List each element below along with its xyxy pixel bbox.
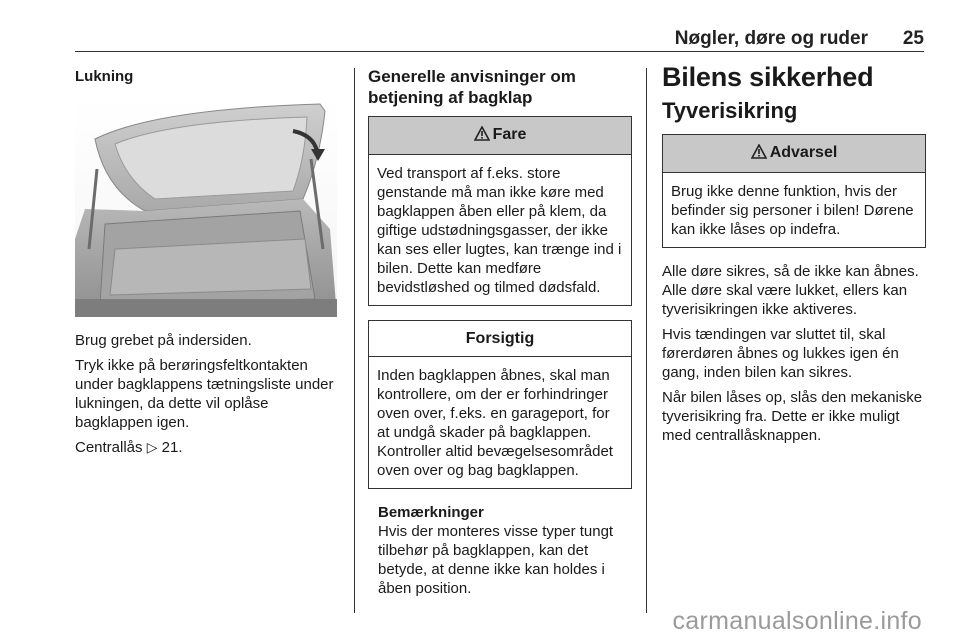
header-rule: [75, 51, 924, 52]
column-divider: [354, 68, 355, 613]
danger-box: [368, 116, 632, 306]
column-divider: [646, 68, 647, 613]
arrow-right-icon: ▷: [146, 439, 158, 455]
cross-reference: [75, 438, 343, 457]
warning-triangle-icon: [474, 126, 490, 146]
warning-box-text: Brug ikke denne funktion, hvis der befinder sig personer i bilen! Dørene kan ikke låses op indefra.: [671, 183, 914, 238]
watermark: carmanualsonline.info: [672, 607, 922, 635]
paragraph: Brug grebet på indersiden.: [75, 332, 252, 349]
warning-box: [662, 134, 926, 248]
caution-box-title: Forsigtig: [369, 321, 631, 357]
heading-general-instructions: Generelle anvisninger om betjening af bagklap: [368, 67, 576, 107]
caution-box-text: Inden bagklappen åbnes, skal man kontrollere, om der er forhindringer oven over, f.eks. en garageport, for at undgå skader på bagklappen. Kontroller altid bevægelsesområdet oven over og bag bagklappen.: [377, 367, 613, 479]
note-text: Hvis der monteres visse typer tungt tilbehør på bagklappen, kan det betyde, at denne ikke kan holdes i åben position.: [378, 523, 614, 597]
paragraph: Alle døre sikres, så de ikke kan åbnes. Alle døre skal være lukket, ellers kan tyverisikringen ikke aktiveres.: [662, 263, 919, 318]
page-header: [0, 24, 960, 52]
note-title: Bemærkninger: [378, 504, 484, 521]
paragraph: Når bilen låses op, slås den mekaniske tyverisikring fra. Dette er ikke muligt med centrallåsknappen.: [662, 389, 923, 444]
page-number: 25: [902, 28, 924, 49]
column-right: [662, 62, 926, 451]
caution-box: [368, 320, 632, 489]
section-title: Nøgler, døre og ruder: [674, 28, 868, 49]
paragraph: Hvis tændingen var sluttet til, skal førerdøren åbnes og lukkes igen én gang, inden bilen kan sikres.: [662, 326, 899, 381]
column-left: [75, 62, 343, 463]
warning-triangle-icon: [751, 144, 767, 164]
xref-page: 21.: [161, 439, 183, 456]
danger-box-text: Ved transport af f.eks. store genstande må man ikke køre med bagklappen åben eller på klem, da giftige udstødningsgasser, der ikke kan ses eller lugtes, kan trænge ind i bilen. Dette kan medføre bevidstløshed og tilmed dødsfald.: [377, 165, 622, 296]
warning-box-header: [663, 135, 925, 173]
xref-label: Centrallås: [75, 439, 143, 456]
heading-closing: Lukning: [75, 68, 134, 85]
tailgate-illustration: [75, 99, 337, 317]
tailgate-photo: [75, 99, 337, 317]
paragraph: Tryk ikke på berøringsfeltkontakten under bagklappens tætningsliste under lukningen, da dette vil oplåse bagklappen igen.: [75, 357, 334, 431]
warning-box-title: Advarsel: [769, 144, 838, 161]
danger-box-header: [369, 117, 631, 155]
danger-box-title: Fare: [492, 126, 527, 143]
heading-anti-theft: Tyverisikring: [662, 98, 798, 123]
column-middle: [368, 62, 632, 598]
heading-vehicle-security: Bilens sikkerhed: [662, 62, 874, 92]
